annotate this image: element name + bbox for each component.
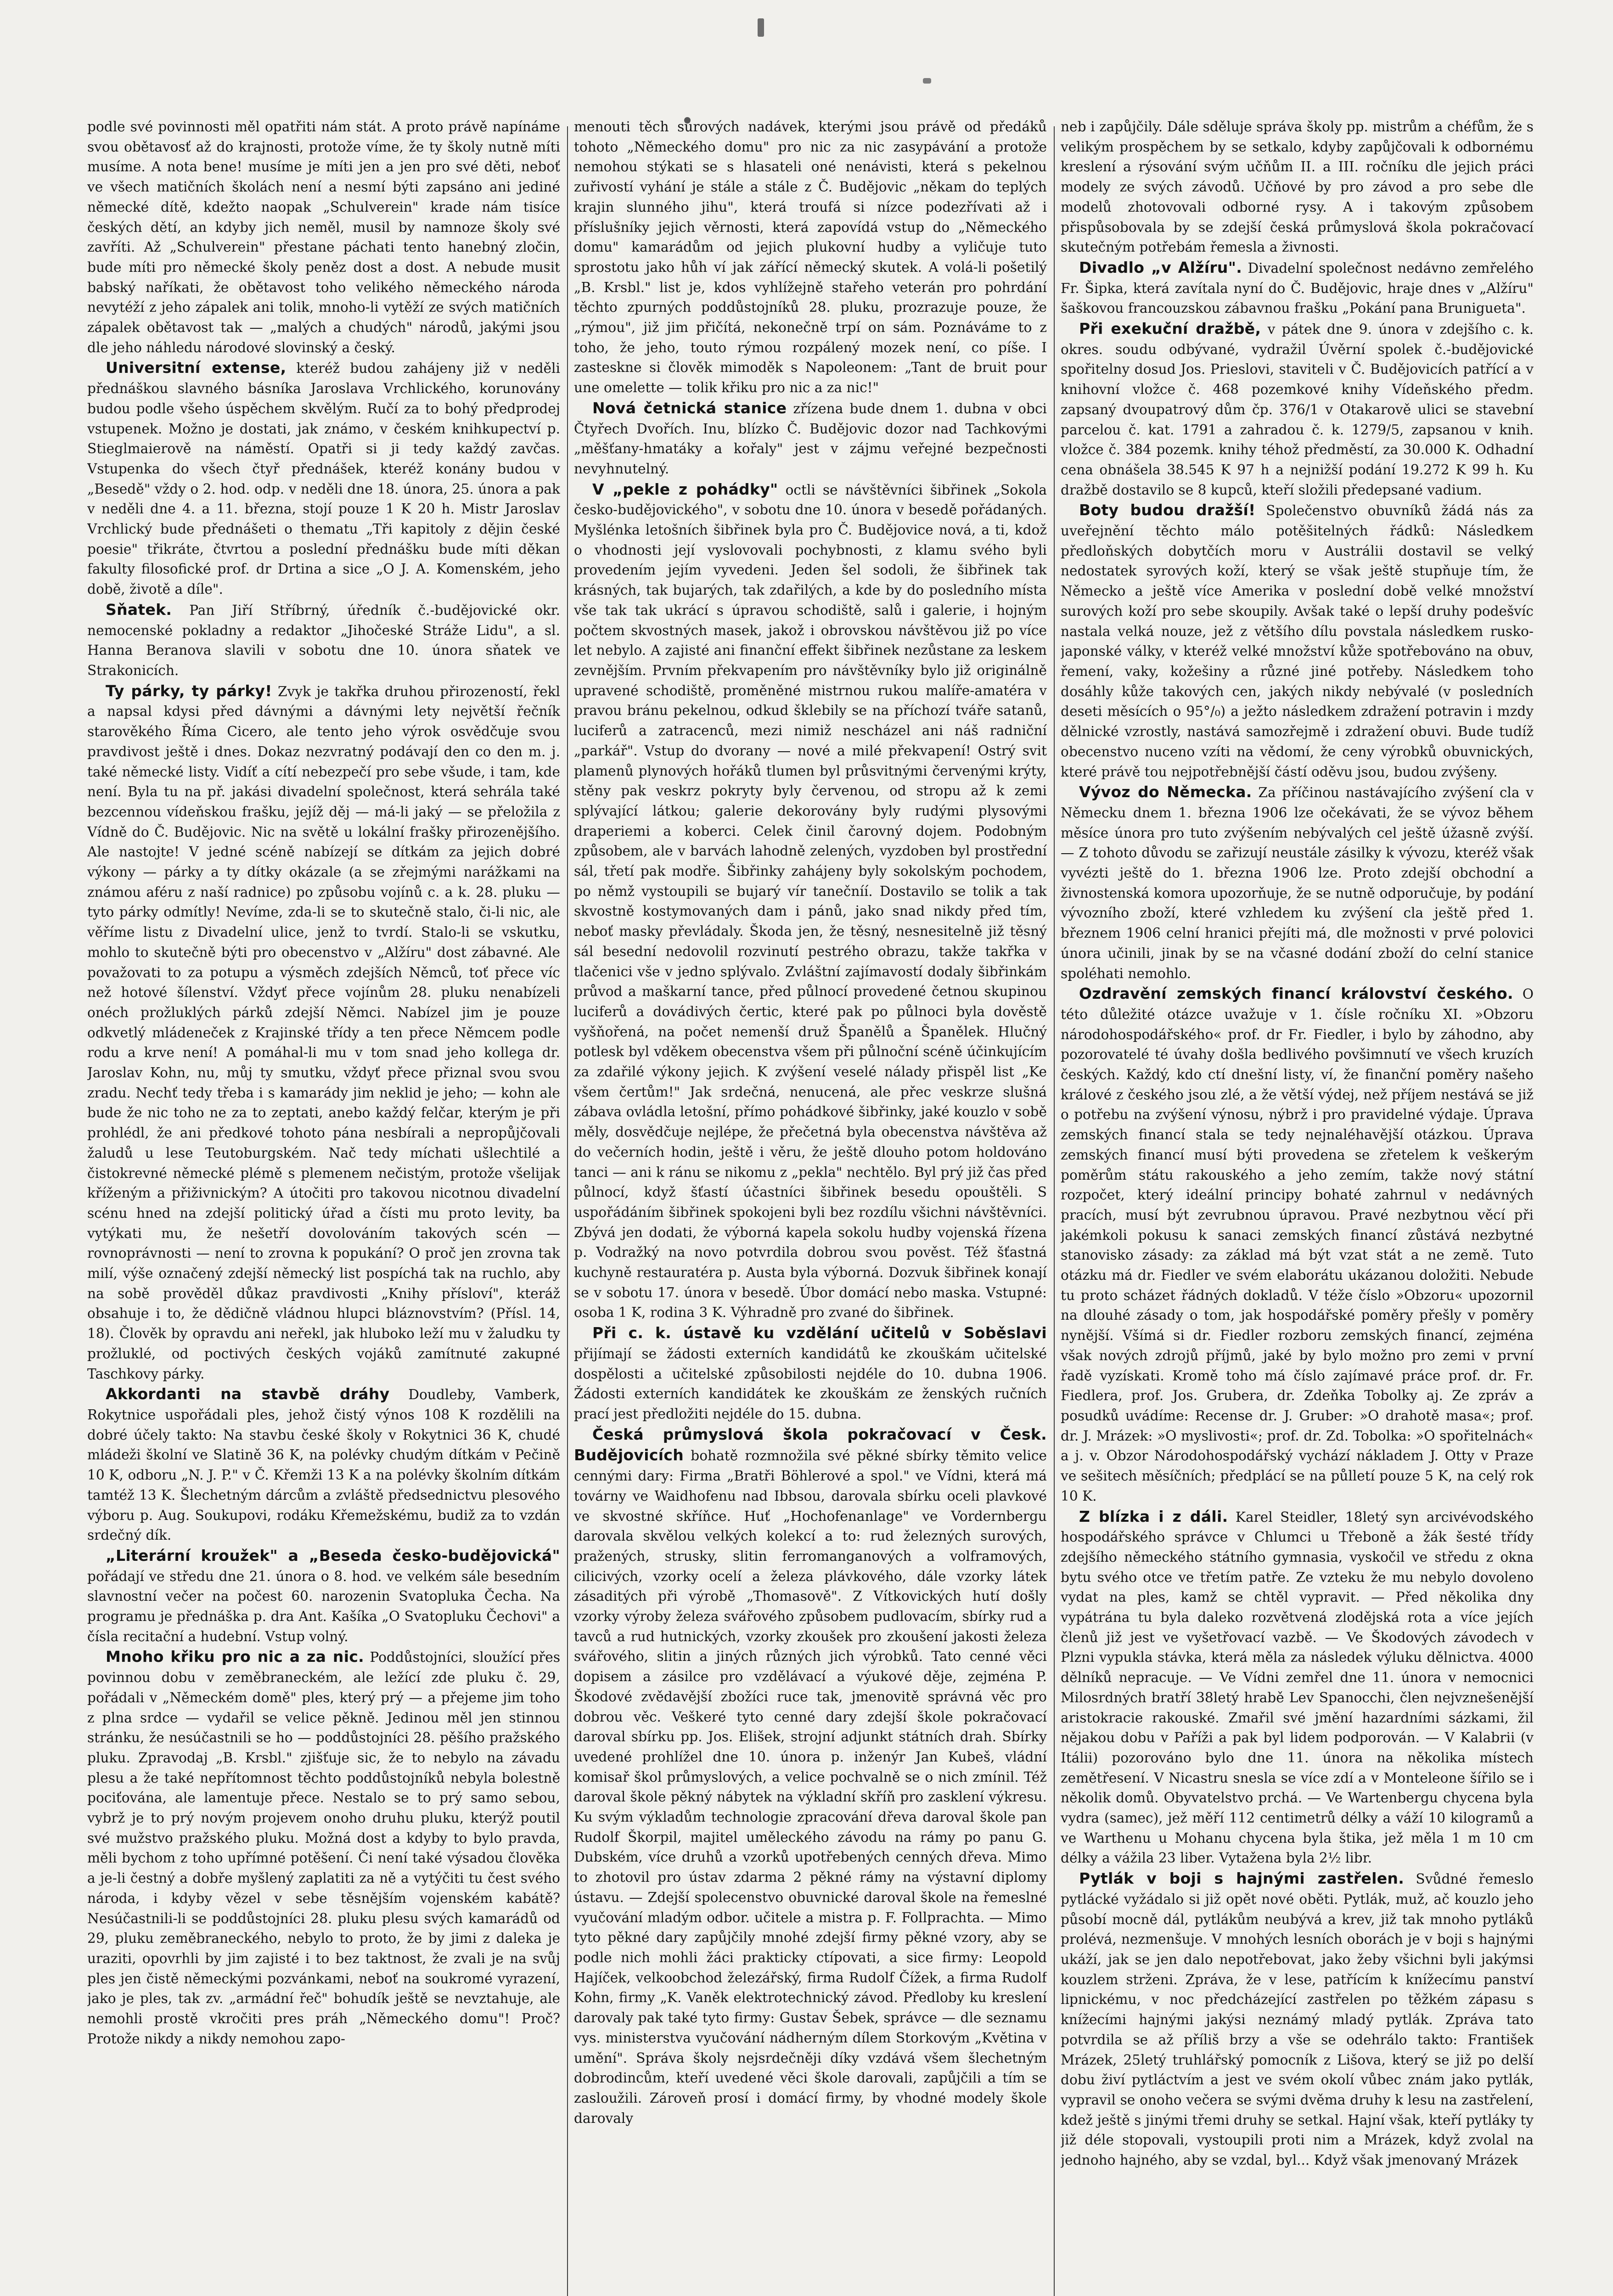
article-heading: V „pekle z pohádky" [592,480,778,498]
article-heading: „Literární kroužek" a „Beseda česko-budějovická" [106,1546,560,1564]
article-heading: Při exekuční dražbě, [1079,320,1261,338]
article-heading: Divadlo „v Alžíru". [1079,258,1242,276]
article-paragraph [87,1384,560,1546]
article-paragraph [1061,984,1534,1506]
article-paragraph [87,1546,560,1647]
article-paragraph [87,681,560,1384]
article-text: bohatě rozmnožila své pěkné sbírky těmito velice cennými dary: Firma „Bratři Böhlerové a spol." ve Vídni, která má továrny ve Waidhofenu nad Ibbsou, darovala sbírku oceli plavkové ve skvostné skříňce. Huť „Hochofenanlage" ve Vordernbergu darovala skvělou velkých kolekcí a to: rud železných surových, pražených, strusky, slitin ferromanganových a volframových, cilicivých, vzorky ocelí a železa plávkového, dále vzorky látek zásaditých při výrobě „Thomasově". Z Vítkovických hutí došly vzorky výroby železa svářového způsobem pudlovacím, sbírky rud a tavců a rud hutnických, vzorky zkoušek pro zkoušení jakosti železa svářového, slitin a jiných různých jich výrobků. Tato cenné věci dopisem a zásilce pro vzdělávací a výukové děje, zejména P. Škodové zvědavější zbožíci ruce tak, jmenovitě správná věc pro dobrou věc. Veškeré tyto cenné dary zdejší škole pokračovací daroval sbírku pp. Jos. Elišek, strojní adjunkt státních drah. Sbírky uvedené prohlížel dne 10. února p. inženýr Jan Kubeš, vládní komisař škol průmyslových, a velice pochvalně se o nich zmínil. Též daroval škole pěkný nábytek na výkladní skříň pro zasklení výkresu. Ku svým výkladům technologie zpracování dřeva daroval škole pan Rudolf Škorpil, majitel uměleckého závodu na rámy po panu G. Dubském, více druhů a vzorků upotřebených cenných dřeva. Mimo to zhotovil pro ústav zdarma 2 pěkné rámy na výstavní diplomy ústavu. — Zdejší spolecenstvo obuvnické daroval škole na řemeslné vyučování mladým odbor. učitele a mistra p. F. Follprachta. — Mimo tyto pěkné dary zapůjčily mnohé zdejší firmy pěkné vzory, aby se podle nich mohli žáci prakticky ctípovati, a sice firmy: Leopold Hajíček, velkoobchod železářský, firma Rudolf Čížek, a firma Rudolf Kohn, firmy „K. Vaněk elektrotechnický závod. Předloby ku kreslení darovaly pak také tyto firmy: Gustav Šebek, správce — dle seznamu vys. ministerstva vyučování nádherným dílem Storkovým „Květina v umění". Správa školy nejsrdečněji díky vzdává všem šlechetným dobrodincům, kteří uvedené věci škole darovali, zapůjčili a tím se zasloužili. Zároveň prosí i domácí firmy, by vhodné modely škole darovaly [574,1448,1047,2126]
article-heading: Mnoho křiku pro nic a za nic. [106,1648,365,1666]
article-text: Zvyk je takřka druhou přirozeností, řekl a napsal kdysi před dávnými a dávnými lety největší řečník starověkého Říma Cicero, ale tento jeho výrok osvědčuje svou pravdivost ještě i dnes. Dokaz nezvratný podávají den co den m. j. také německé listy. Vidíť a cítí nebezpečí pro sebe všude, i tam, kde není. Byla tu na př. jakási divadelní společnost, která sehrála také bezcennou vídeňskou frašku, jejíž děj — má-li jaký — se přeložila z Vídně do Č. Budějovic. Nic na světě u lokální frašky přirozenějšího. Ale nastojte! V jedné scéně nabízejí se dítkám za jejich dobré výkony — párky a ty dítky okázale (a se zřejmými narážkami na známou aféru z naší radnice) po způsobu vojínů c. a k. 28. pluku — tyto párky odmítly! Nevíme, zda-li se to skutečně stalo, či-li nic, ale věříme listu z Divadelní ulice, jenž to tvrdí. Stalo-li se vskutku, mohlo to skutečně býti pro obecenstvo v „Alžíru" dost zábavné. Ale považovati to za potupu a výsměch zdejších Němců, toť přece víc než hotové šílenství. Vždyť přece vojínům 28. pluku nenabízeli onéch prožluklých párků zdejší Němci. Nabízel jim je pouze odkvetlý mládeneček z Krajinské třídy a ten přece Němcem podle rodu a krve není! A pomáhal-li mu v tom snad jeho kollega dr. Jaroslav Kohn, nu, můj ty smutku, vždyť přece přiznal svou svou zradu. Nechť tedy třeba i s kamarády jim neklid je jeho; — kohn ale bude že nic toho ne za to zeptati, anebo každý felčar, kterým je při prohlédl, že ani předkové tohoto pána nesbírali a nepropůjčovali žaludů u lese Teutoburgském. Nač tedy míchati ušlechtilé a čistokrevné německé plémě s plemenem nečistým, protože všelijak kříženým a přiživnickým? A útočiti pro takovou nicotnou divadelní scénu hned na zdejší politický úřad a čísti mu proto levity, ba vytýkati mu, že nešetří dovolováním takových scén — rovnoprávnosti — není to zrovna k popukání? O proč jen zrovna tak milí, výše označený zdejší německý list pospíchá tak na ruchlo, aby na sobě prověděl důkaz pravdivosti „Knihy přísloví", kteráž obsahuje i to, že dědičně vládnou hlupci bláznovstvím? (Přísl. 14, 18). Člověk by opravdu ani neřekl, jak hluboko leží mu v žaludku ty prožluklé, od poctivých českých vojáků zamítnuté zakupné Taschkovy párky. [87,683,560,1382]
article-paragraph [1061,1507,1534,1869]
article-paragraph [1061,1868,1534,2171]
article-paragraph [87,600,560,681]
article-heading: Ty párky, ty párky! [106,681,272,700]
article-text: kteréž budou zahájeny již v neděli přednáškou slavného básníka Jaroslava Vrchlického, korunovány budou podle všeho úspěchem skvělým. Ručí za to bohý předprodej vstupenek. Možno je dostati, jak známo, v českém knihkupectví p. Stieglmaierově na náměstí. Opatři si ji tedy každý zavčas. Vstupenka do všech čtyř přednášek, kteréž konány budou v „Besedě" vždy o 2. hod. odp. v neděli dne 18. února, 25. února a pak v neděli dne 4. a 11. března, stojí pouze 1 K 20 h. Mistr Jaroslav Vrchlický bude přednášeti o thematu „Tři kapitoly z dějin české poesie" třikráte, čtvrtou a poslední přednášku bude míti děkan fakulty filosofické prof. dr Drtina a sice „O J. A. Komenském, jeho době, životě a díle". [87,360,560,597]
article-text: neb i zapůjčily. Dále sděluje správa školy pp. mistrům a chéfům, že s velikým prospěchem by se setkalo, kdyby zapůjčovali k odbornému kreslení a rýsování svým učňům II. a III. ročníku dle jejich práci modely ze svých závodů. Učňové by pro závod a pro sebe dle modelů zhotovovali odborné rysy. A i takovým způsobem přispůsobovala by se zdejší česká průmyslová škola pokračovací skutečným potřebám řemesla a živnosti. [1061,119,1534,255]
article-paragraph [1061,258,1534,319]
article-paragraph [574,1323,1047,1424]
paper-ink-spot [923,78,931,84]
article-text: Pan Jiří Stříbrný, úředník č.-budějovické okr. nemocenské pokladny a redaktor „Jihočeské Stráže Lidu", a sl. Hanna Beranova slavili v sobotu dne 10. února sňatek ve Strakonicích. [87,602,560,678]
article-paragraph [574,117,1047,398]
article-text: Doudleby, Vamberk, Rokytnice uspořádali ples, jehož čistý výnos 108 K rozdělili na dobré účely takto: Na stavbu české školy v Rokytnici 36 K, chudé mládeži školní ve Slatině 36 K, na polévky chudým dítkám v Pečině 10 K, odboru „N. J. P." v Č. Křemži 13 K a na polévky školním dítkám tamtéž 13 K. Šlechetným dárcům a zvláště předsednictvu plesového výboru p. Aug. Soukupovi, rodáku Křemežskému, budiž za to vzdán srdečný dík. [87,1387,560,1543]
article-paragraph [87,117,560,358]
paper-fold-mark [758,18,764,37]
article-paragraph [1061,500,1534,782]
article-text: menouti těch surových nadávek, kterými jsou právě od předáků tohoto „Německého domu" pro nic za nic zasypávání a protože nemohou stýkati se s hlasateli oné nenávisti, která s pekelnou zuřivostí vyhání je stále a stále z Č. Budějovic „někam do teplých krajin slunného jihu", která troufá si nízce podezřívati až i příslušníky jejich věrnosti, která zapovídá vstup do „Německého domu" kamarádům od jejich plukovní hudby a vyličuje tuto sprostotu jako hůh ví jak zářící německý skutek. A volá-li pošetilý „B. Krsbl." list je, kdos vyhlížejně stařeho veterán pro pohrdání těchto zpurných poddůstojníků 28. pluku, prozrazuje pouze, že „rýmou", již jim přičítá, nekonečně trpí on sám. Poznáváme to z toho, že jeho, touto rýmou rozpálený mozek není, co píše. I zasteskne si člověk mimoděk s Napoleonem: „Tant de bruit pour une omelette — tolik křiku pro nic a za nic!" [574,119,1047,396]
article-heading: Vývoz do Německa. [1079,783,1252,801]
article-text: Poddůstojníci, sloužící přes povinnou dobu v zeměbraneckém, ale ležící zde pluku č. 29, pořádali v „Německém domě" ples, který prý — a přejeme jim toho z plna srdce — vydařil se velice pěkně. Jedinou měl jen stinnou stránku, že nesúčastnili se ho — poddůstojníci 28. pěšího pražského pluku. Zpravodaj „B. Krsbl." zjišťuje sic, že to nebylo na závadu plesu a že také nepřítomnost těchto poddůstojníků nebyla bolestně pociťována, ale lamentuje přece. Nestalo se to prý samo sebou, vybrž je to prý novým projevem onoho druhu pluku, kterýž poutil své mužstvo pražského pluku. Možná dost a kdyby to bylo pravda, měli bychom z toho upřímné potěšení. Či není také výsadou člověka a je-li čestný a dobře myšlený zaplatiti za ně a vytýčiti tu čest svého národa, i kdyby vězel v sebe těsnějším vojenském kabátě? Nesúčastnili-li se poddůstojníci 28. pluku plesu svých kamarádů od 29, pluku zeměbraneckého, nebylo to proto, že by jimi z daleka je uraziti, opovrhli by jim zajisté i to bez taktnost, že zvali je na svůj ples jen čistě německými pozvánkami, neboť na soukromé vyrazení, jako je ples, tak zv. „armádní řeč" bohudík ještě se nevztahuje, ale nemohli prostě vkročiti pres práh „Německého domu"! Proč? Protože nikdy a nikdy nemohou zapo- [87,1649,560,2047]
article-paragraph [1061,319,1534,500]
article-paragraph [574,479,1047,1323]
article-text: Divadelní společnost nedávno zemřelého Fr. Šipka, která zavítala nyní do Č. Budějovic, hraje dnes v „Alžíru" šaškovou francouzskou zábavnou frašku „Pokání pana Brunigueta". [1061,260,1534,316]
column-3 [1061,117,1534,2296]
article-heading: Universitní extense, [106,359,287,377]
column-2 [574,117,1047,2296]
article-heading: Česká průmyslová škola pokračovací v Česk. Budějovicích [574,1425,1047,1464]
article-heading: Akkordanti na stavbě dráhy [106,1385,390,1403]
article-paragraph [1061,782,1534,984]
article-text: Svůdné řemeslo pytlácké vyžádalo si již opět nové oběti. Pytlák, muž, ač kouzlo jeho působí mocně dál, pytlákům neubývá a krev, již tak mnoho pytláků prolévá, nezmenšuje. V mnohých lesních oborách je v boji s hajnými ukáží, jak se jen dalo nepotřebovat, jako žeby všichni byli jakýmsi kouzlem strženi. Zpráva, že v lese, patřícím k knížecímu panství lipnickému, v noc předcházející zastřelen po těžkém zápasu s knížecími hajnými jakýsi neznámý mladý pytlák. Zpráva tato potvrdila se až příliš brzy a vše se odehrálo takto: František Mrázek, 25letý truhlářský pomocník z Lišova, který se již po delší dobu živí pytláctvím a jest ve svém okolí vůbec znám jako pytlák, vypravil se onoho večera se svými dvěma druhy k lesu na zastřelení, kdež ještě s jinými třemi druhy se setkal. Hajní však, kteří pytláky ty již déle stopovali, vystoupili proti nim a Mrázek, když zvolal na jednoho hajného, aby se vzdal, byl... Když však jmenovaný Mrázek [1061,1871,1534,2168]
article-heading: Boty budou dražší! [1079,501,1256,519]
article-text: octli se návštěvníci šibřinek „Sokola česko-budějovického", v sobotu dne 10. února v besedě pořádaných. Myšlénka letošních šibřinek byla pro Č. Budějovice nová, a ti, kdož o vhodnosti její vyslovovali pochybnosti, z klamu svého byli provedením jejím vyvedeni. Jeden šel sodoli, že šibřinek tak krásných, tak bujarých, tak zdařilých, a kde by do posledního místa vše tak tak ukrácí s úpravou schodiště, salů i galerie, i hojným počtem skvostných masek, jakož i obrovskou návštěvou již po více let nebylo. A zajisté ani finanční effekt šibřinek nezůstane za leskem zevnějším. Prvním překvapením pro návštěvníky bylo již originálně upravené schodiště, proměněné mistrnou rukou malíře-amatéra v pravou bránu pekelnou, odkud šklebily se na příchozí tváře satanů, luciferů a zatracenců, mezi nimiž nescházel ani náš radniční „parkář". Vstup do dvorany — nové a milé překvapení! Ostrý svit plamenů plynových hořáků tlumen byl průsvitnými červenými krýty, stěny pak veskrz pokryty byly červenou, od stropu až k zemi splývající látkou; galerie dekorovány byly rudými plysovými draperiemi a koberci. Celek činil čarovný dojem. Podobným způsobem, ale v barvách lahodně zelených, vyzdoben byl prostřední sál, třetí pak modře. Šibřinky zahájeny byly sokolským pochodem, po němž vystoupili se bujarý vír tanečníí. Dostavilo se tolik a tak skvostně kostymovaných dam i pánů, jako snad nikdy před tím, neboť masky převládaly. Škoda jen, že těsný, nesnesitelně již těsný sál besední nedovolil rozvinutí pestrého obrazu, takže takřka v tlačenici vše v jedno splývalo. Zvláštní zajímavostí dodaly šibřinkám průvod a maškarní tance, před půlnocí provedené četnou skupinou luciferů a dovádivých čertic, které pak po půlnoci byla dověstě vyšňořená, na počet nemenší druž Španělů a Španělek. Hlučný potlesk byl vděkem obecenstva všem při půlnoční scéně účinkujícím za zdařilé výkony jejich. K zvýšení veselé nálady přispěl list „Ke všem čertům!" Jak srdečná, nenucená, ale přec veskrze slušná zábava ovládla letošní, přímo pohádkové šibřinky, jaké kouzlo v sobě měly, dosvědčuje nejlépe, že přečetná byla obecenstva návštěva až do večerních hodin, ještě i věru, že ještě dlouho potom holdováno tanci — ani k ránu se nikomu z „pekla" nechtělo. Byl prý již čas před půlnocí, když šťastí účastníci šibřinek besedu opouštěli. S uspořádáním šibřinek spokojeni byli bez rozdílu všichni návštěvníci. Zbývá jen dodati, že výborná kapela sokolu hudby vojenská řízena p. Vodražký na novo potvrdila dobrou svou pověst. Též šťastná kuchyně restauratéra p. Austa byla výborná. Dozvuk šibřinek konají se v sobotu 17. února v besedě. Úbor domácí nebo maska. Vstupné: osoba 1 K, rodina 3 K. Výhradně pro zvané do šibřinek. [574,482,1047,1321]
article-heading: Ozdravění zemských financí království českého. [1079,985,1513,1003]
article-text: pořádají ve středu dne 21. února o 8. hod. ve velkém sále besedním slavnostní večer na počest 60. narozenin Svatopluka Čecha. Na programu je přednáška p. dra Ant. Kašíka „O Svatopluku Čechovi" a čísla recitační a hudební. Vstup volný. [87,1568,560,1644]
article-paragraph [574,1424,1047,2129]
article-columns [87,117,1540,2296]
article-paragraph [87,1647,560,2049]
article-heading: Pytlák v boji s hajnými zastřelen. [1079,1869,1405,1888]
article-text: Společenstvo obuvníků žádá nás za uveřejnění těchto málo potěšitelných řádků: Následkem předloňských dobytčích moru v Austrálii dostavil se velký nedostatek syrových koží, který se však ještě stupňuje tím, že Německo a ještě více Amerika v poslední době velké množství surových koží pro sebe skoupily. Avšak také o lepší druhy podešvíc nastala velká nouze, jež z většího dílu povstala následkem rusko-japonské války, v kteréž velké množství kůže spotřebováno na obuv, řemení, vaky, kožešiny a různé jiné potřeby. Následkem toho dosáhly kůže takových cen, jakých nikdy nebývalé (v posledních deseti měsících o 95°/₀) a ježto následkem zdražení potravin i mzdy dělnické vzrostly, nastává samozřejmě i zdražení obuvi. Bude tudíž obecenstvo nuceno vzíti na vědomí, že ceny výrobků obuvnických, které právě tou nejpotřebnější částí oděvu jsou, budou zvýšeny. [1061,503,1534,780]
article-text: O této důležité otázce uvažuje v 1. čísle ročníku XI. »Obzoru národohospodářského« prof. dr Fr. Fiedler, i bylo by záhodno, aby pozorovatelé té úvahy došla bedlivého povšimnutí ve všech kruzích českých. Každý, kdo ctí dnešní listy, ví, že finanční poměry našeho králové z českého jsou zlé, a že větší výdej, než příjem nestává se již o potřebu na zvýšení výnosu, nýbrž i pro pravidelné výdaje. Úprava zemských financí stala se tedy nejnaléhavější otázkou. Úprava zemských financí musí býti provedena se zřetelem k veškerým poměrům státu rakouského a jeho zemím, takže nový státní rozpočet, který ideální principy bohaté zahrnul v nedávných pracích, musí být zevrubnou úpravou. Pravé nezbytnou věcí při jakémkoli pokusu k sanaci zemských financí zůstává nezbytné stanovisko zásady: za základ má být vzat stát a ne země. Tuto otázku má dr. Fiedler ve svém elaborátu ukázanou doložiti. Nebude tu proto scházet řádných dokladů. V téže číslo »Obzoru« upozornil na dlouhé zásady o tom, jak hospodářské poměry přešly v poměry nynější. Všímá si dr. Fiedler rozboru zemských financí, zejména však nových zdrojů příjmů, jaké by bylo možno pro zemi v první řadě vyzískati. Kromě toho má číslo zajímavé práce prof. dr. Fr. Fiedlera, prof. Jos. Grubera, dr. Zdeňka Tobolky aj. Ze zpráv a posudků uvádíme: Recense dr. J. Gruber: »O drahotě masa«; prof. dr. J. Mrázek: »O myslivosti«; prof. dr. Zd. Tobolka: »O spořitelnách« a j. v. Obzor Národohospodářský vychází nákladem J. Otty v Praze ve sešitech měsíčních; předplácí se na půlletí pouze 5 K, na celý rok 10 K. [1061,986,1534,1504]
article-text: v pátek dne 9. února v zdejšího c. k. okres. soudu odbývané, vydražil Úvěrní spolek č.-budějovické spořitelny dosud Jos. Prieslovi, staviteli v Č. Budějovicích patřící a v knihovní vložce č. 468 pozemkové knihy Vídeňského předm. zapsaný dvoupatrový dům čp. 376/1 v Otakarově ulici se stavební parcelou č. kat. 1791 a zahradou č. k. 1279/5, zapsanou v knih. vložce č. 384 pozemk. knihy téhož předměstí, za 30.000 K. Odhadní cena obnášela 38.545 K 97 h a nejnižší podání 19.272 K 99 h. Ku dražbě dostavilo se 8 kupců, kteří složili předepsané vadium. [1061,321,1534,498]
column-divider [1054,126,1055,2296]
article-heading: Z blízka i z dáli. [1079,1507,1228,1525]
article-paragraph [1061,117,1534,258]
article-paragraph [574,398,1047,479]
column-1 [87,117,560,2296]
article-text: podle své povinnosti měl opatřiti nám stát. A proto právě napínáme svou obětavosť až do krajnosti, protože víme, že ty školy nutně míti musíme. A nota bene! musíme je míti jen a jen pro své děti, neboť ve všech matičních školách není a nesmí býti zapsáno ani jediné německé dítě, kdežto naopak „Schulverein" krade nám tisíce českých dětí, an kdyby jich neměl, musil by namnoze školy své zavříti. Až „Schulverein" přestane páchati tento hanebný zločin, bude míti pro německé školy peněz dost a dost. A nebude musit babský naříkati, že obětavost toho velikého německého národa nevytéží z jeho zápalek ani tolik, mnoho-li vytěží ze svých matičních zápalek obětavost tak — „malých a chudých" národů, jakými jsou dle jeho náhledu národové slovinský a český. [87,119,560,355]
column-divider [567,126,568,2296]
article-text: zřízena bude dnem 1. dubna v obci Čtyřech Dvořích. Inu, blízko Č. Budějovic dozor nad Tachkovými „měšťany-hmatáky a kořaly" jest v zájmu veřejné bezpečnosti nevyhnutelný. [574,400,1047,477]
article-text: přijímají se žádosti externích kandidátů ke zkouškám učitelské dospělosti a učitelské způsobilosti nejdéle do 10. dubna 1906. Žádosti externích kandidátek ke zkouškám ze ženských ručních prací jest předložiti nejdéle do 15. dubna. [574,1345,1047,1422]
article-text: Za příčinou nastávajícího zvýšení cla v Německu dnem 1. března 1906 lze očekávati, že se vývoz během měsíce února pro tuto zvýšením nebývalých cel ještě úžasně zvýší. — Z tohoto důvodu se zařizují neustále zásilky k vývozu, kteréž však vyvézti ještě do 1. března 1906 lze. Proto zdejší obchodní a živnostenská komora upozorňuje, že se nutně odporučuje, by podání vývozního zboží, které vzhledem ku zvýšení cla ještě před 1. březnem 1906 celní hranici přejíti má, dle možnosti v prvé polovici února učinili, jinak by se na včasné dodání zboží do celní stanice spoléhati nemohlo. [1061,785,1534,981]
article-heading: Nová četnická stanice [592,399,787,417]
article-text: Karel Steidler, 18letý syn arcivévodského hospodářského správce v Chlumci u Třeboně a žák šesté třídy zdejšího německého státního gymnasia, vyskočil ve středu z okna bytu svého otce ve třetím patře. Ze vzteku že mu nebylo dovoleno vydat na ples, kamž se chtěl vypravit. — Před několika dny vypátrána tu byla daleko rozvětvená zlodějská rota a více jejích členů již jest ve vyšetřovací vazbě. — Ve Škodových závodech v Plzni vypukla stávka, která měla za následek výluku dělnictva. 4000 dělníků nepracuje. — Ve Vídni zemřel dne 11. února v nemocnici Milosrdných bratří 38letý hrabě Lev Spanocchi, člen nejvznešenější aristokracie rakouské. Zmařil své jmění hazardními sázkami, žil nějakou dobu v Paříži a pak byl lidem podporován. — V Kalabrii (v Itálii) pozorováno bylo dne 11. února na několika místech zemětřesení. V Nicastru snesla se více zdí a v Monteleone šířilo se i několik domů. Obyvatelstvo prchá. — Ve Wartenbergu chycena byla vydra (samec), jež měří 112 centimetrů délky a váží 10 kilogramů a ve Warthenu u Mohanu chycena byla štika, jež měla 1 m 10 cm délky a vážila 23 liber. Vytažena byla 2½ libr. [1061,1509,1534,1866]
article-heading: Při c. k. ústavě ku vzdělání učitelů v Soběslavi [592,1324,1047,1342]
article-paragraph [87,358,560,599]
article-heading: Sňatek. [106,600,172,619]
